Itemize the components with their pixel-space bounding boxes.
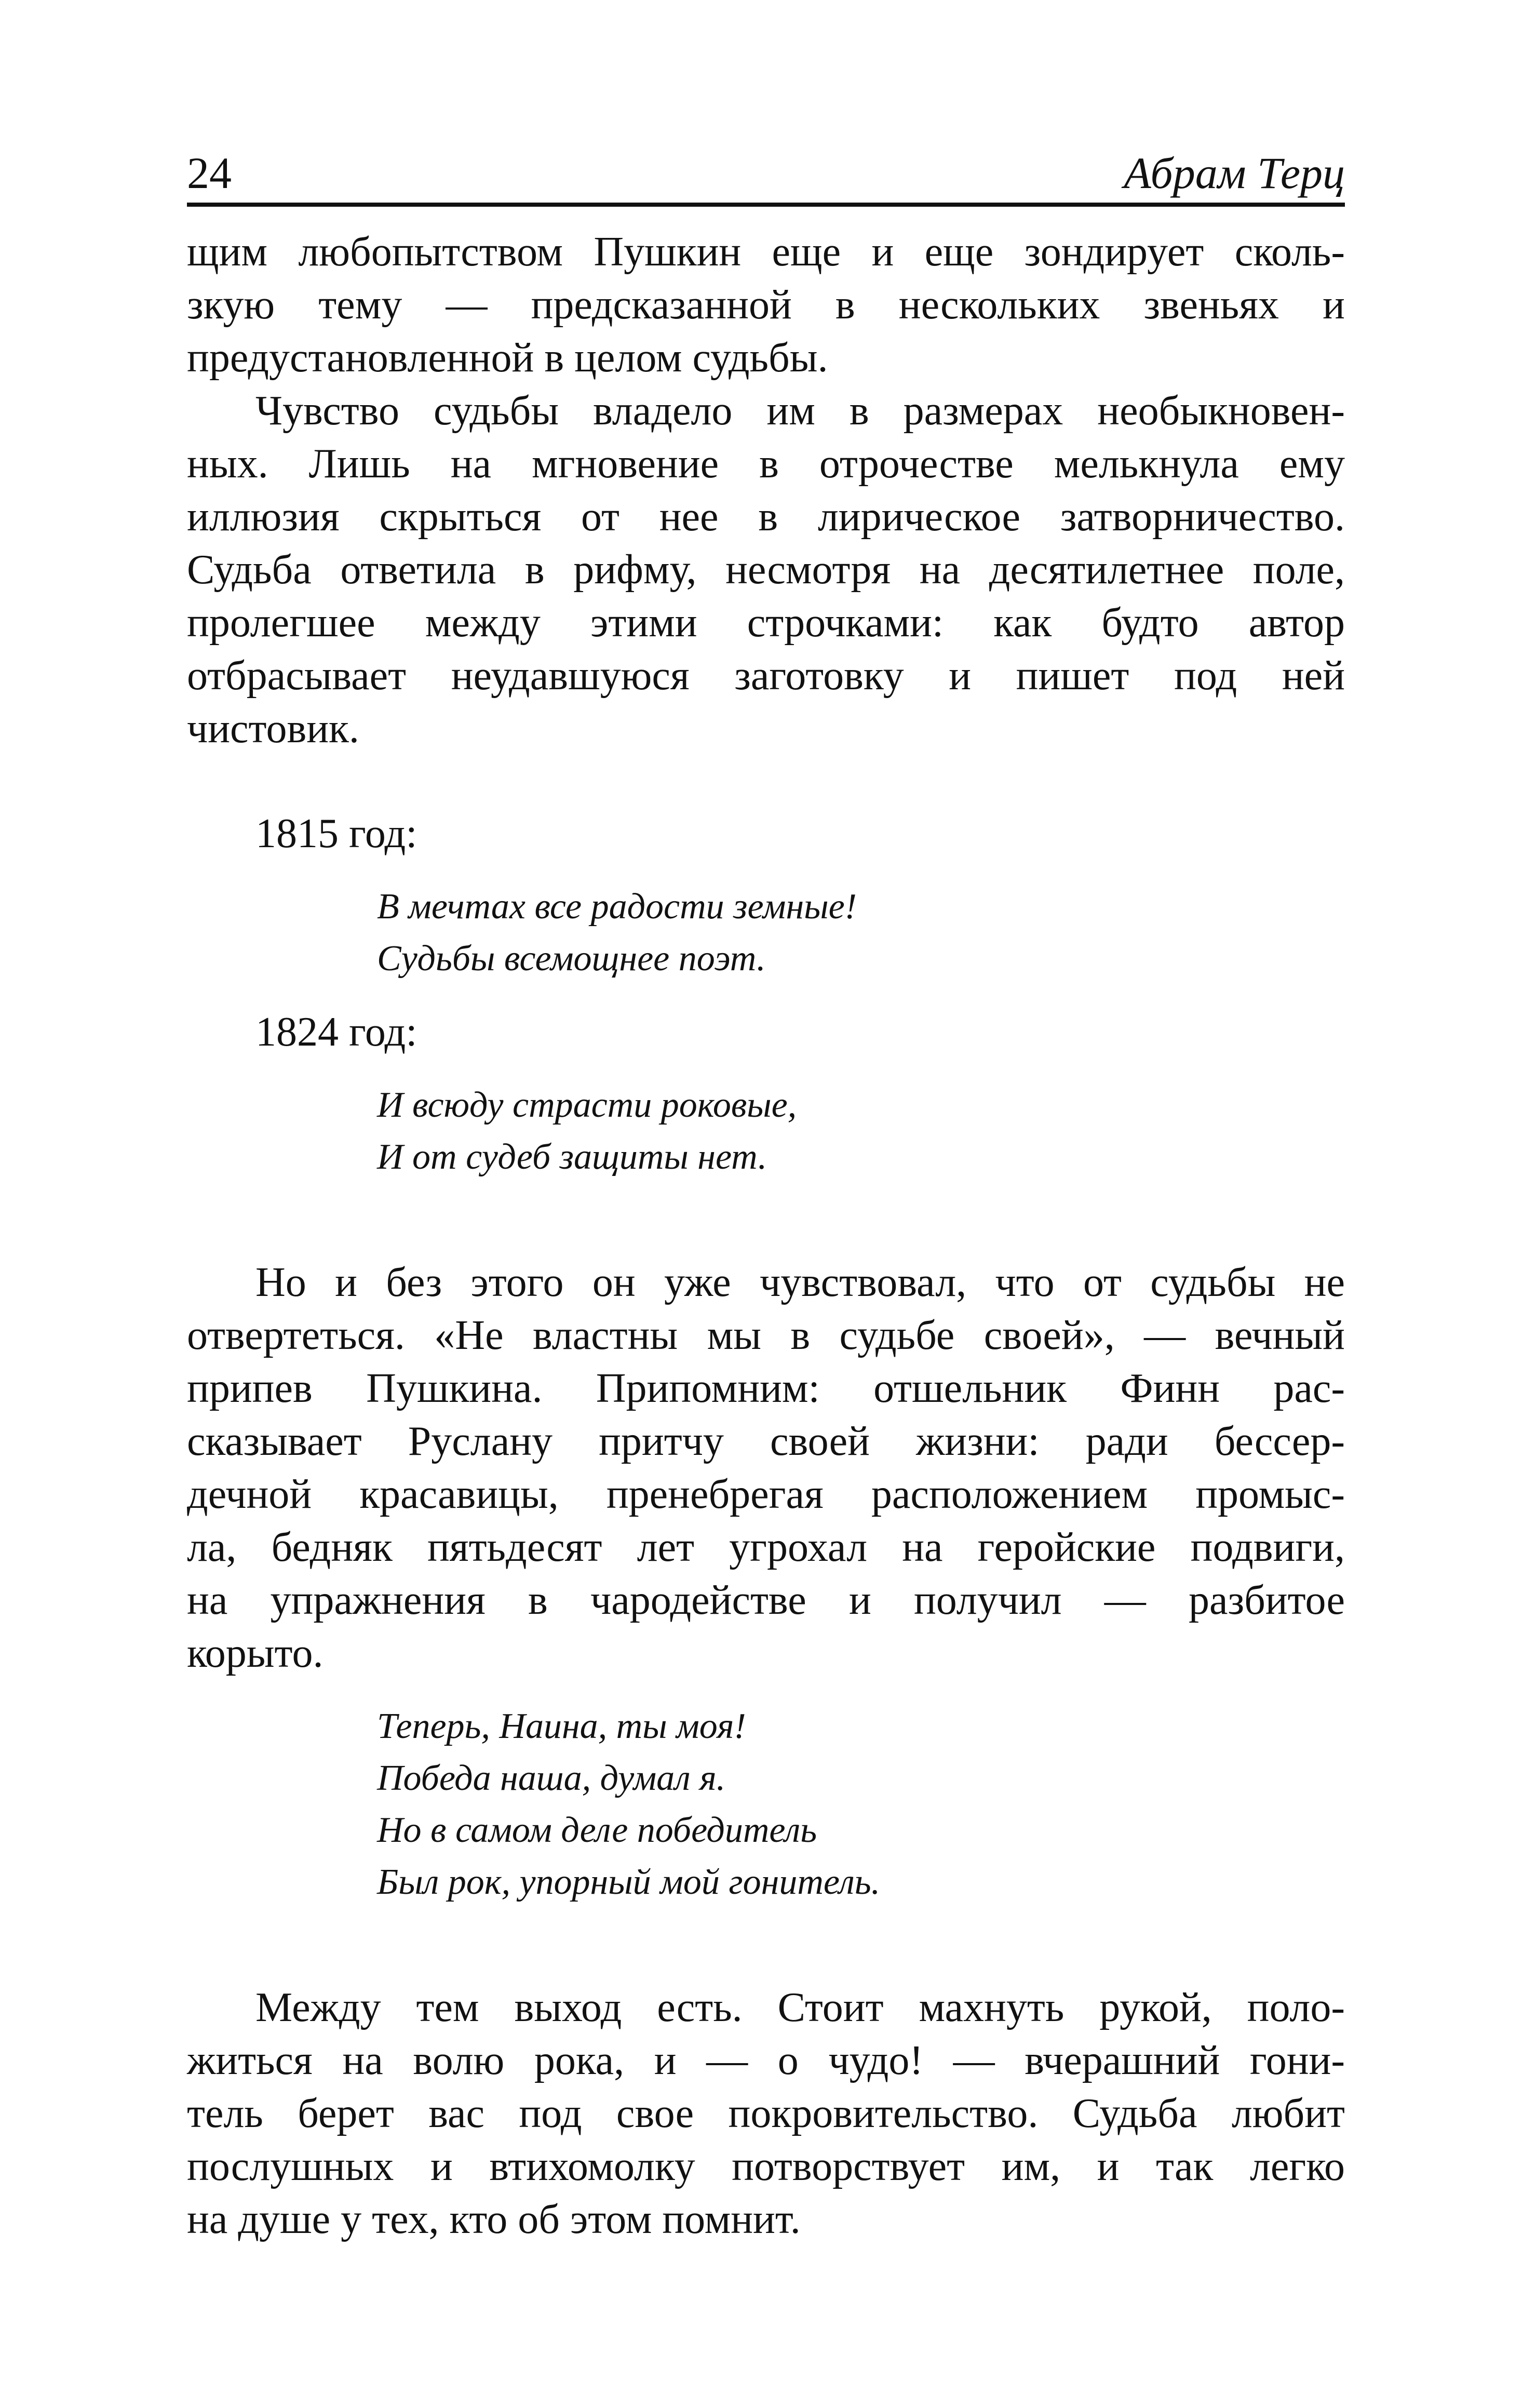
- text-line: ла, бедняк пятьдесят лет угрохал на геройские подвиги,: [187, 1524, 1345, 1570]
- verse-naina: [187, 1701, 1345, 1908]
- verse-line: Победа наша, думал я.: [377, 1758, 726, 1798]
- text-line: ных. Лишь на мгновение в отрочестве мелькнула ему: [187, 441, 1345, 487]
- text-line: послушных и втихомолку потворствует им, и так легко: [187, 2144, 1345, 2189]
- verse-line: Был рок, упорный мой гонитель.: [377, 1862, 881, 1902]
- text-line: зкую тему — предсказанной в нескольких звеньях и: [187, 282, 1345, 328]
- text-line: чистовик.: [187, 706, 359, 752]
- verse-line: Но в самом деле победитель: [377, 1810, 817, 1850]
- text-line: тель берет вас под свое покровительство. Судьба любит: [187, 2091, 1345, 2136]
- page-header: [187, 130, 1345, 207]
- text-line: Но и без этого он уже чувствовал, что от судьбы не: [255, 1260, 1345, 1305]
- text-line: отбрасывает неудавшуюся заготовку и пишет под ней: [187, 653, 1345, 699]
- paragraph-3: [187, 1256, 1345, 1680]
- text-line: щим любопытством Пушкин еще и еще зондирует сколь-: [187, 229, 1345, 275]
- paragraph-4: [187, 1981, 1345, 2246]
- verse-line: В мечтах все радости земные!: [377, 887, 857, 927]
- page-number: 24: [187, 148, 232, 198]
- body-text: [187, 225, 1345, 2246]
- verse-line: Судьбы всемощнее поэт.: [377, 939, 766, 979]
- running-head-author: Абрам Терц: [1124, 148, 1345, 198]
- year-label-1824: 1824 год:: [255, 1009, 417, 1055]
- text-line: припев Пушкина. Припомним: отшельник Финн рас-: [187, 1366, 1345, 1411]
- text-line: Чувство судьбы владело им в размерах необыкновен-: [255, 388, 1345, 434]
- text-line: житься на волю рока, и — о чудо! — вчерашний гони-: [187, 2038, 1345, 2083]
- verse-line: И от судеб защиты нет.: [377, 1137, 767, 1177]
- text-line: пролегшее между этими строчками: как будто автор: [187, 600, 1345, 646]
- verse-1824: [187, 1079, 1345, 1183]
- paragraph-1: [187, 225, 1345, 384]
- text-line: отвертеться. «Не властны мы в судьбе своей», — вечный: [187, 1313, 1345, 1358]
- paragraph-2: [187, 384, 1345, 755]
- book-page: [187, 130, 1345, 2246]
- text-line: Между тем выход есть. Стоит махнуть рукой, поло-: [255, 1985, 1345, 2030]
- text-line: иллюзия скрыться от нее в лирическое затворничество.: [187, 494, 1345, 540]
- text-line: корыто.: [187, 1630, 324, 1676]
- text-line: предустановленной в целом судьбы.: [187, 335, 828, 381]
- verse-1815: [187, 881, 1345, 985]
- text-line: Судьба ответила в рифму, несмотря на десятилетнее поле,: [187, 547, 1345, 593]
- verse-line: И всюду страсти роковые,: [377, 1085, 797, 1125]
- text-line: на душе у тех, кто об этом помнит.: [187, 2197, 801, 2242]
- year-label-1815: 1815 год:: [255, 811, 417, 857]
- text-line: дечной красавицы, пренебрегая расположением промыс-: [187, 1471, 1345, 1517]
- text-line: на упражнения в чародействе и получил — разбитое: [187, 1577, 1345, 1623]
- verse-line: Теперь, Наина, ты моя!: [377, 1706, 746, 1746]
- text-line: сказывает Руслану притчу своей жизни: ради бессер-: [187, 1419, 1345, 1464]
